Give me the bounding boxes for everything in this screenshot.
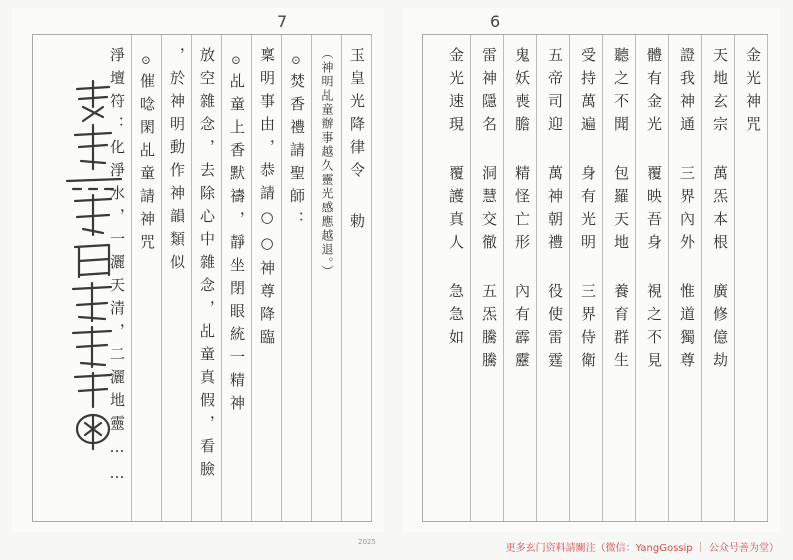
text-column: [503, 35, 537, 521]
column-text: 催唸閑乩童請神咒: [138, 73, 156, 257]
column-text: 乩童上香默禱，靜坐閉眼統一精神: [228, 73, 246, 418]
column-text: 受持萬遍 身有光明 三界侍衛: [579, 47, 597, 375]
page-number: 7: [277, 12, 288, 31]
column-tail-text: 勅: [348, 213, 366, 236]
manuscript-grid: [422, 34, 768, 522]
column-text: 證我神通 三界內外 惟道獨尊: [678, 47, 696, 375]
column-text: 金光速現 覆護真人 急急如: [447, 47, 465, 352]
circle-marker: ⊙: [230, 53, 242, 67]
column-text: 天地玄宗 萬炁本根 廣修億劫: [711, 47, 729, 375]
text-column: [701, 35, 735, 521]
text-column: [569, 35, 603, 521]
text-column: [470, 35, 504, 521]
scan-code: 2025: [358, 538, 376, 546]
watermark-footer: 更多玄门资料請關注（微信：YangGossip ｜ 公众号善为堂）: [505, 543, 779, 554]
text-column: [635, 35, 669, 521]
circle-marker: ⊙: [140, 53, 152, 67]
text-column: [536, 35, 570, 521]
text-column: [191, 35, 222, 521]
text-column: [131, 35, 162, 521]
text-column: [281, 35, 312, 521]
text-column: [221, 35, 252, 521]
column-text: 體有金光 覆映吾身 視之不見: [645, 47, 663, 375]
column-text: （神明乩童辦事越久靈光感應越退。）: [320, 47, 334, 279]
column-text: 玉皇光降律令: [348, 47, 366, 185]
text-column: [161, 35, 192, 521]
column-text: 聽之不聞 包羅天地 養育群生: [612, 47, 630, 375]
column-text: 淨壇符：化淨水，一灑天清，二灑地靈……: [108, 47, 126, 490]
column-text: 五帝司迎 萬神朝禮 役使雷霆: [546, 47, 564, 375]
text-column: [602, 35, 636, 521]
circle-marker: ⊙: [290, 53, 302, 67]
column-text: 稟明事由，恭請○○神尊降臨: [258, 47, 276, 352]
text-column: [668, 35, 702, 521]
page-number: 6: [490, 12, 501, 31]
left-page: [12, 8, 384, 532]
column-text: 鬼妖喪膽 精怪亡形 內有霹靂: [513, 47, 531, 375]
column-text: 雷神隱名 洞慧交徹 五炁騰騰: [480, 47, 498, 375]
text-column: [437, 35, 471, 521]
column-text: 金光神咒: [744, 47, 762, 139]
column-text: 焚香禮請聖師：: [288, 73, 306, 234]
column-text: 放空雜念，去除心中雜念，乩童真假，看臉: [198, 47, 216, 484]
right-page: [402, 8, 780, 532]
text-column: [734, 35, 768, 521]
text-column: [341, 35, 372, 521]
text-column: [101, 35, 132, 521]
text-column: [311, 35, 342, 521]
manuscript-grid: [32, 34, 372, 522]
text-column: [251, 35, 282, 521]
column-text: ，於神明動作神韻類似: [168, 47, 186, 277]
